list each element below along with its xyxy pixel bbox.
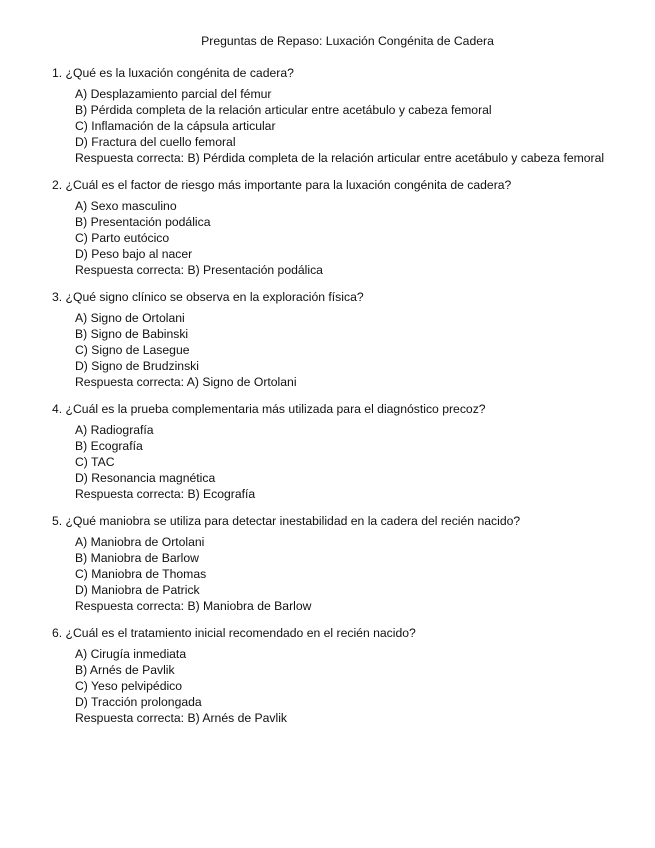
option-b: B) Ecografía [75,439,143,453]
option-a: A) Maniobra de Ortolani [75,535,205,549]
question-text: 2. ¿Cuál es el factor de riesgo más importante para la luxación congénita de cadera? [52,178,512,192]
options-list [75,86,652,166]
correct-answer: Respuesta correcta: B) Arnés de Pavlik [75,711,288,725]
question-text: 4. ¿Cuál es la prueba complementaria más utilizada para el diagnóstico precoz? [52,402,486,416]
question-text: 5. ¿Qué maniobra se utiliza para detectar inestabilidad en la cadera del recién nacido? [52,514,521,528]
question-text: 3. ¿Qué signo clínico se observa en la exploración física? [52,290,364,304]
option-b: B) Pérdida completa de la relación articular entre acetábulo y cabeza femoral [75,103,492,117]
document-title: Preguntas de Repaso: Luxación Congénita de Cadera [201,34,494,48]
options-list [75,310,652,390]
question-text: 1. ¿Qué es la luxación congénita de cadera? [52,66,294,80]
question-6 [52,625,652,725]
option-d: D) Signo de Brudzinski [75,359,199,373]
options-list [75,646,652,726]
option-a: A) Desplazamiento parcial del fémur [75,87,272,101]
option-c: C) TAC [75,455,115,469]
option-d: D) Fractura del cuello femoral [75,135,236,149]
options-list [75,422,652,502]
question-1 [52,65,652,165]
option-b: B) Maniobra de Barlow [75,551,199,565]
correct-answer: Respuesta correcta: A) Signo de Ortolani [75,375,297,389]
question-5 [52,513,652,613]
correct-answer: Respuesta correcta: B) Maniobra de Barlow [75,599,312,613]
correct-answer: Respuesta correcta: B) Presentación podálica [75,263,323,277]
option-a: A) Radiografía [75,423,154,437]
options-list [75,198,652,278]
option-d: D) Peso bajo al nacer [75,247,193,261]
option-d: D) Resonancia magnética [75,471,216,485]
question-text: 6. ¿Cuál es el tratamiento inicial recomendado en el recién nacido? [52,626,416,640]
option-b: B) Arnés de Pavlik [75,663,175,677]
correct-answer: Respuesta correcta: B) Ecografía [75,487,256,501]
option-d: D) Maniobra de Patrick [75,583,200,597]
option-c: C) Parto eutócico [75,231,170,245]
option-a: A) Cirugía inmediata [75,647,187,661]
options-list [75,534,652,614]
question-3 [52,289,652,389]
question-2 [52,177,652,277]
option-b: B) Signo de Babinski [75,327,189,341]
question-list [52,65,652,737]
option-c: C) Yeso pelvipédico [75,679,183,693]
option-a: A) Signo de Ortolani [75,311,185,325]
option-c: C) Signo de Lasegue [75,343,190,357]
correct-answer: Respuesta correcta: B) Pérdida completa de la relación articular entre acetábulo y cabeza femoral [75,151,605,165]
option-b: B) Presentación podálica [75,215,211,229]
option-c: C) Inflamación de la cápsula articular [75,119,276,133]
option-d: D) Tracción prolongada [75,695,202,709]
question-4 [52,401,652,501]
option-a: A) Sexo masculino [75,199,177,213]
option-c: C) Maniobra de Thomas [75,567,207,581]
